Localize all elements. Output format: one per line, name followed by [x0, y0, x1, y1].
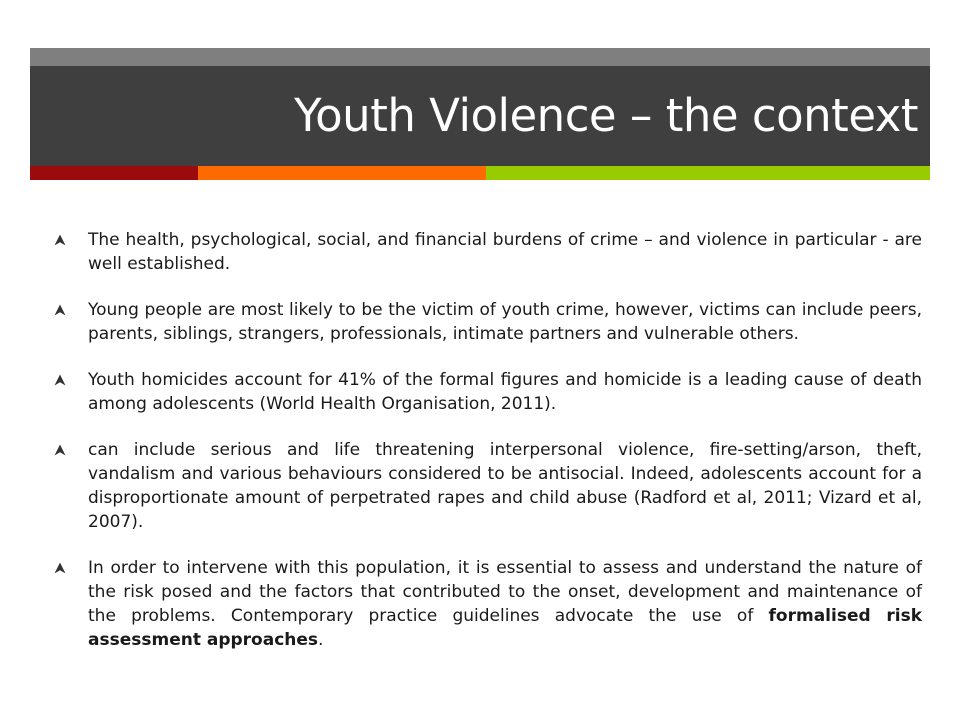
arrowhead-bullet-icon	[54, 374, 66, 386]
bullet-item	[70, 228, 922, 276]
bullet-text	[88, 558, 922, 650]
bullet-text: The health, psychological, social, and financial burdens of crime – and violence in particular - are well established.	[88, 230, 922, 274]
accent-stripe-red	[30, 166, 198, 180]
bullet-text: Youth homicides account for 41% of the formal figures and homicide is a leading cause of death among adolescents (World Health Organisation, 2011).	[88, 370, 922, 414]
arrowhead-bullet-icon	[54, 444, 66, 456]
title-top-strip	[30, 48, 930, 66]
bullet-text-plain: In order to intervene with this population, it is essential to assess and understand the nature of the risk posed and the factors that contributed to the onset, development and maintenance of the problems. Contemporary practice guidelines advocate the use of	[88, 558, 922, 626]
arrowhead-bullet-icon	[54, 304, 66, 316]
bullet-text-end: .	[318, 630, 324, 650]
bullet-item	[70, 298, 922, 346]
bullet-text: can include serious and life threatening interpersonal violence, fire-setting/arson, theft, vandalism and various behaviours considered to be antisocial. Indeed, adolescents account for a disproportionate amount of perpetrated rapes and child abuse (Radford et al, 2011; Vizard et al, 2007).	[88, 440, 922, 532]
bullet-item	[70, 556, 922, 652]
bullet-list	[70, 228, 922, 674]
arrowhead-bullet-icon	[54, 234, 66, 246]
title-bar	[30, 66, 930, 166]
bullet-text-bold: formalised risk assessment approaches	[88, 606, 923, 650]
bullet-item	[70, 438, 922, 534]
accent-stripe-orange	[198, 166, 486, 180]
bullet-item	[70, 368, 922, 416]
accent-stripe	[30, 166, 930, 180]
bullet-text: Young people are most likely to be the victim of youth crime, however, victims can include peers, parents, siblings, strangers, professionals, intimate partners and vulnerable others.	[88, 300, 922, 344]
accent-stripe-green	[486, 166, 930, 180]
arrowhead-bullet-icon	[54, 562, 66, 574]
slide-title: Youth Violence – the context	[294, 89, 918, 142]
